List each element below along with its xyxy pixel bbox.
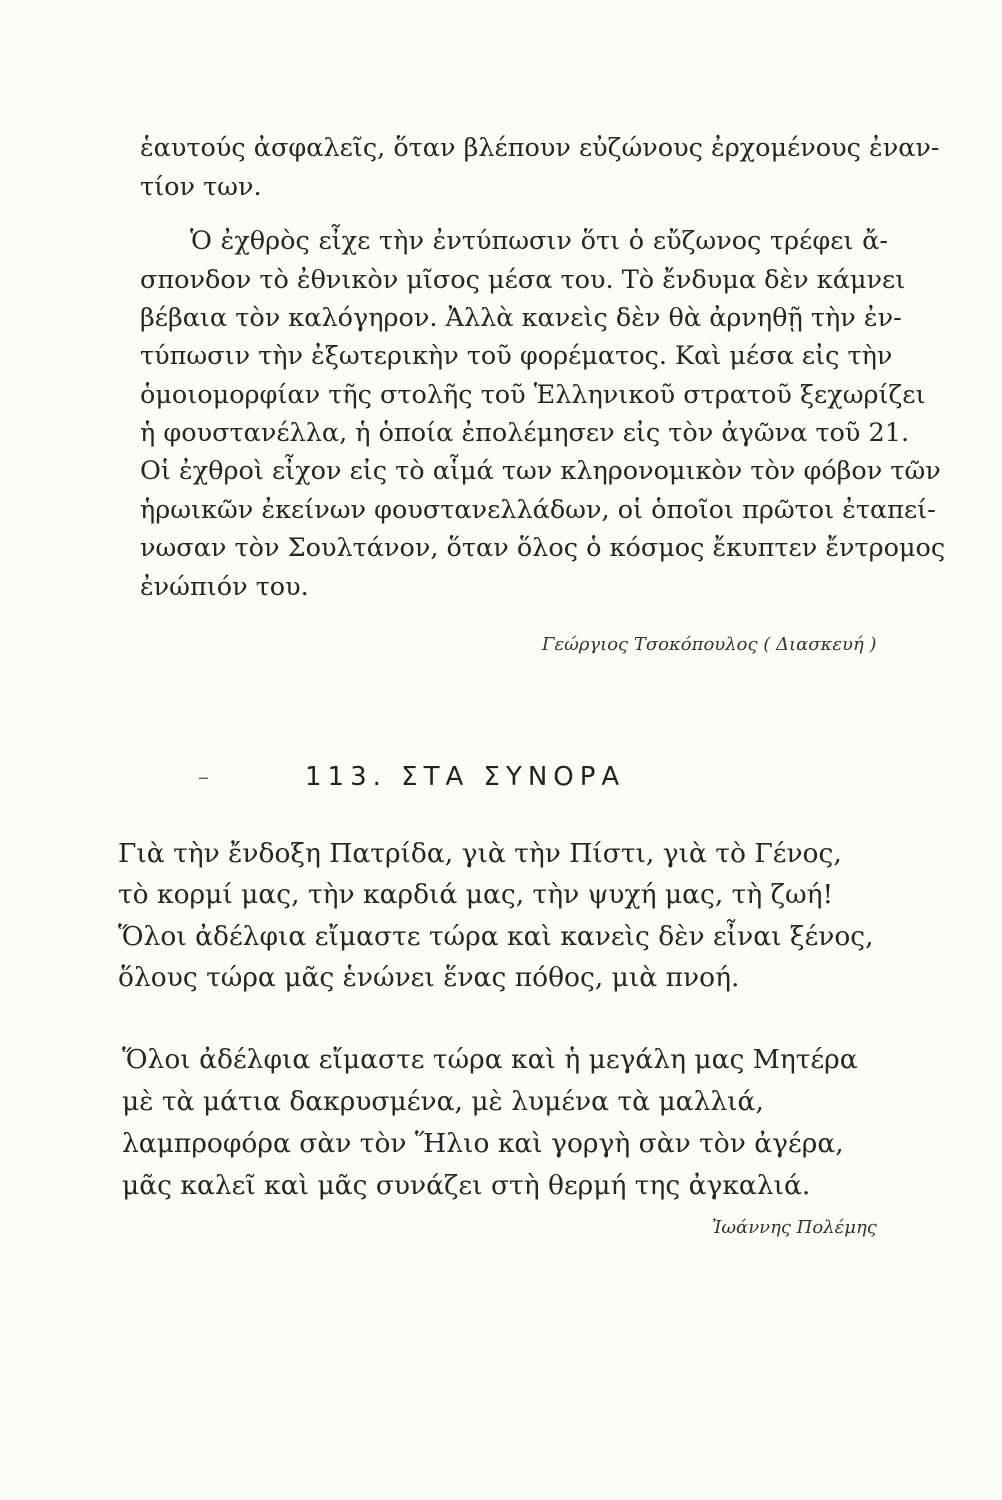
heading-dash-mark: – [198, 765, 209, 790]
prose-line: ὁμοιομορφίαν τῆς στολῆς τοῦ Ἑλληνικοῦ στρατοῦ ξεχωρίζει [140, 380, 926, 410]
poem-author: Ἰωάννης Πολέμης [712, 1217, 877, 1238]
prose-line: σπονδον τὸ ἐθνικὸν μῖσος μέσα του. Τὸ ἔνδυμα δὲν κάμνει [140, 265, 906, 295]
poem-line: ὅλους τώρα μᾶς ἑνώνει ἕνας πόθος, μιὰ πνοή. [118, 962, 740, 993]
prose-line: Οἱ ἐχθροὶ εἶχον εἰς τὸ αἷμά των κληρονομικὸν τὸν φόβον τῶν [140, 456, 941, 486]
poem-line: Ὅλοι ἀδέλφια εἴμαστε τώρα καὶ κανεὶς δὲν εἶναι ξένος, [118, 921, 874, 952]
poem-line: μὲ τὰ μάτια δακρυσμένα, μὲ λυμένα τὰ μαλλιά, [122, 1086, 764, 1117]
prose-line: Ὁ ἐχθρὸς εἶχε τὴν ἐντύπωσιν ὅτι ὁ εὔζωνος τρέφει ἄ- [190, 226, 888, 256]
prose-line: ἑαυτούς ἀσφαλεῖς, ὅταν βλέπουν εὐζώνους ἐρχομένους ἐναν- [140, 133, 940, 163]
section-title: ΣΤΑ ΣΥΝΟΡΑ [401, 762, 626, 792]
poem-line: Ὅλοι ἀδέλφια εἴμαστε τώρα καὶ ἡ μεγάλη μας Μητέρα [122, 1044, 858, 1075]
poem-line: τὸ κορμί μας, τὴν καρδιά μας, τὴν ψυχή μας, τὴ ζωή! [118, 879, 834, 910]
prose-line: τίον των. [140, 172, 262, 202]
poem-line: μᾶς καλεῖ καὶ μᾶς συνάζει στὴ θερμή της ἀγκαλιά. [122, 1170, 811, 1201]
prose-line: ἡ φουστανέλλα, ἡ ὁποία ἐπολέμησεν εἰς τὸν ἀγῶνα τοῦ 21. [140, 418, 910, 448]
prose-line: ἐνώπιόν του. [140, 572, 309, 602]
prose-line: νωσαν τὸν Σουλτάνον, ὅταν ὅλος ὁ κόσμος ἔκυπτεν ἔντρομος [140, 533, 946, 563]
poem-line: λαμπροφόρα σὰν τὸν Ἥλιο καὶ γοργὴ σὰν τὸν ἀγέρα, [122, 1128, 844, 1159]
section-number: 113. [305, 762, 387, 792]
prose-line: τύπωσιν τὴν ἐξωτερικὴν τοῦ φορέματος. Καὶ μέσα εἰς τὴν [140, 341, 893, 371]
prose-line: βέβαια τὸν καλόγηρον. Ἀλλὰ κανεὶς δὲν θὰ ἀρνηθῇ τὴν ἐν- [140, 303, 902, 333]
poem-line: Γιὰ τὴν ἔνδοξη Πατρίδα, γιὰ τὴν Πίστι, γιὰ τὸ Γένος, [118, 838, 842, 869]
section-heading [305, 762, 625, 792]
prose-line: ἡρωικῶν ἐκείνων φουστανελλάδων, οἱ ὁποῖοι πρῶτοι ἐταπεί- [140, 495, 936, 525]
prose-author: Γεώργιος Τσοκόπουλος ( Διασκευή ) [542, 634, 877, 655]
